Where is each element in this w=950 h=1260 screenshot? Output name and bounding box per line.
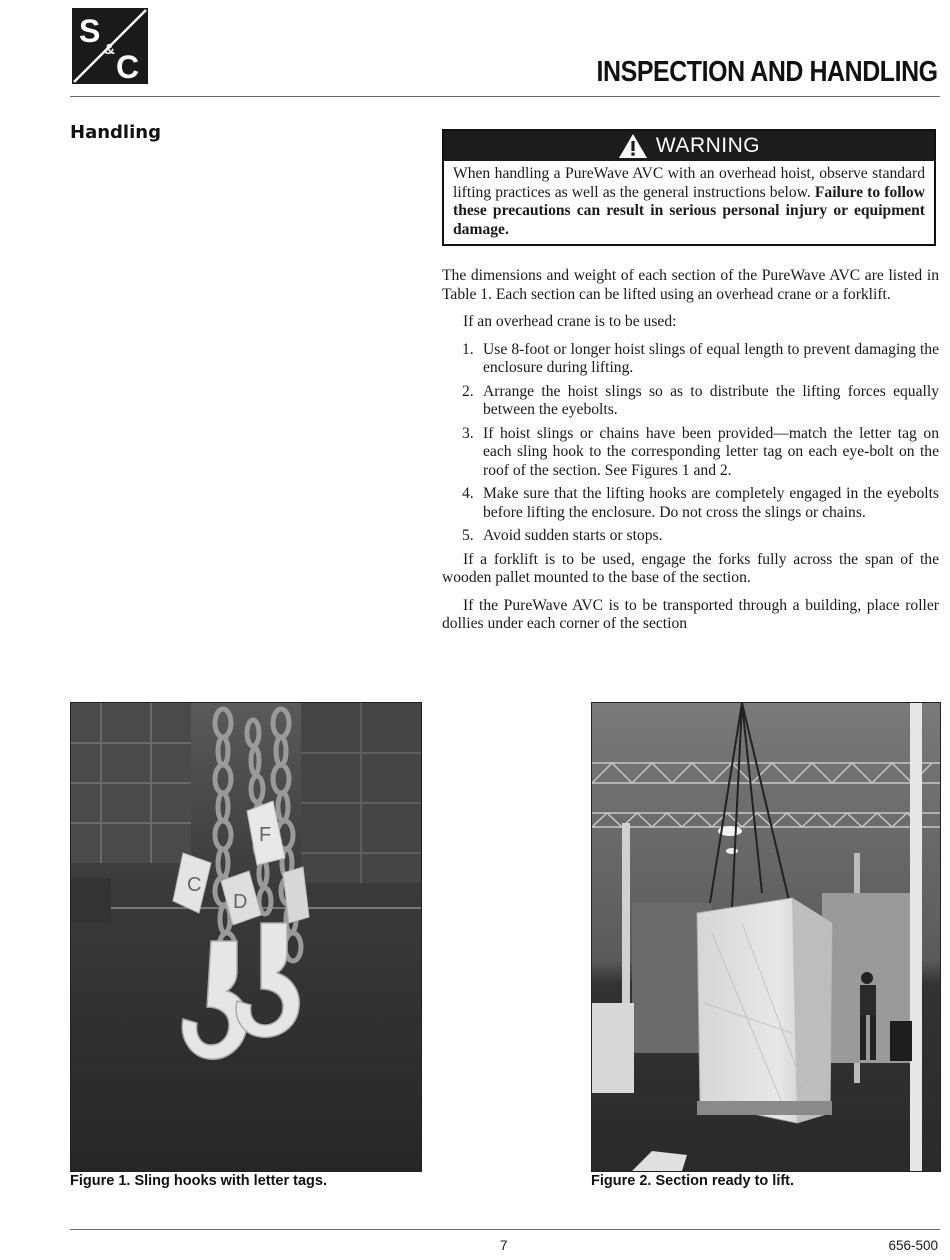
forklift-paragraph: If a forklift is to be used, engage the forks fully across the span of the wooden pallet mounted to the base of the section.: [442, 550, 939, 586]
warning-label: WARNING: [655, 134, 761, 157]
section-lift-illustration: [592, 703, 940, 1171]
building-paragraph: If the PureWave AVC is to be transported through a building, place roller dollies under each corner of the section: [442, 596, 939, 632]
tag-letter-d: D: [233, 891, 248, 913]
warning-text-bold: Failure to follow these precautions can result in serious personal injury or equipment damage.: [453, 183, 925, 238]
list-item: [442, 527, 939, 546]
list-item: [442, 485, 939, 522]
logo-letter-c: C: [116, 49, 140, 84]
figure-1-photo: [70, 702, 422, 1172]
sc-logo: [72, 8, 148, 84]
crane-steps-list: [442, 341, 939, 546]
list-item: [442, 383, 939, 420]
step-number: 3.: [462, 424, 474, 442]
crane-lead-paragraph: If an overhead crane is to be used:: [463, 313, 677, 330]
step-text: Avoid sudden starts or stops.: [483, 527, 663, 544]
step-number: 1.: [462, 340, 474, 358]
tag-letter-c: C: [187, 874, 202, 896]
intro-paragraph: The dimensions and weight of each section of the PureWave AVC are listed in Table 1. Each section can be lifted using an overhead crane or a forklift.: [442, 267, 939, 303]
header-divider: [70, 96, 940, 97]
warning-header: [444, 131, 934, 161]
section-title: INSPECTION AND HANDLING: [596, 56, 938, 88]
tag-letter-f: F: [259, 824, 272, 846]
step-text: If hoist slings or chains have been provided—match the letter tag on each sling hook to the corresponding letter tag on each eye-bolt on the roof of the section. See Figures 1 and 2.: [483, 424, 939, 479]
figure-2-caption: Figure 2. Section ready to lift.: [591, 1173, 795, 1189]
body-text-column: [442, 267, 939, 643]
handling-heading: Handling: [70, 122, 161, 143]
logo-ampersand: &: [104, 41, 115, 58]
list-item: [442, 341, 939, 378]
figure-2-photo: [591, 702, 941, 1172]
warning-box: [442, 129, 936, 246]
sling-hooks-illustration: [71, 703, 421, 1171]
step-number: 2.: [462, 382, 474, 400]
page-number: 7: [500, 1238, 508, 1253]
warning-triangle-icon: [618, 133, 648, 159]
step-number: 5.: [462, 527, 474, 544]
figure-1-caption: Figure 1. Sling hooks with letter tags.: [70, 1173, 328, 1189]
step-text: Use 8-foot or longer hoist slings of equal length to prevent damaging the enclosure during lifting.: [483, 340, 939, 376]
logo-letter-s: S: [79, 13, 101, 49]
warning-text: [453, 165, 925, 239]
document-number: 656-500: [888, 1238, 938, 1253]
step-text: Make sure that the lifting hooks are completely engaged in the eyebolts before lifting the enclosure. Do not cross the slings or chains.: [483, 485, 939, 521]
step-text: Arrange the hoist slings so as to distribute the lifting forces equally between the eyebolts.: [483, 382, 939, 418]
warning-text-regular: When handling a PureWave AVC with an overhead hoist, observe standard lifting practices as well as the general instructions below.: [453, 165, 925, 201]
list-item: [442, 425, 939, 481]
step-number: 4.: [462, 485, 474, 502]
footer-divider: [70, 1229, 940, 1230]
